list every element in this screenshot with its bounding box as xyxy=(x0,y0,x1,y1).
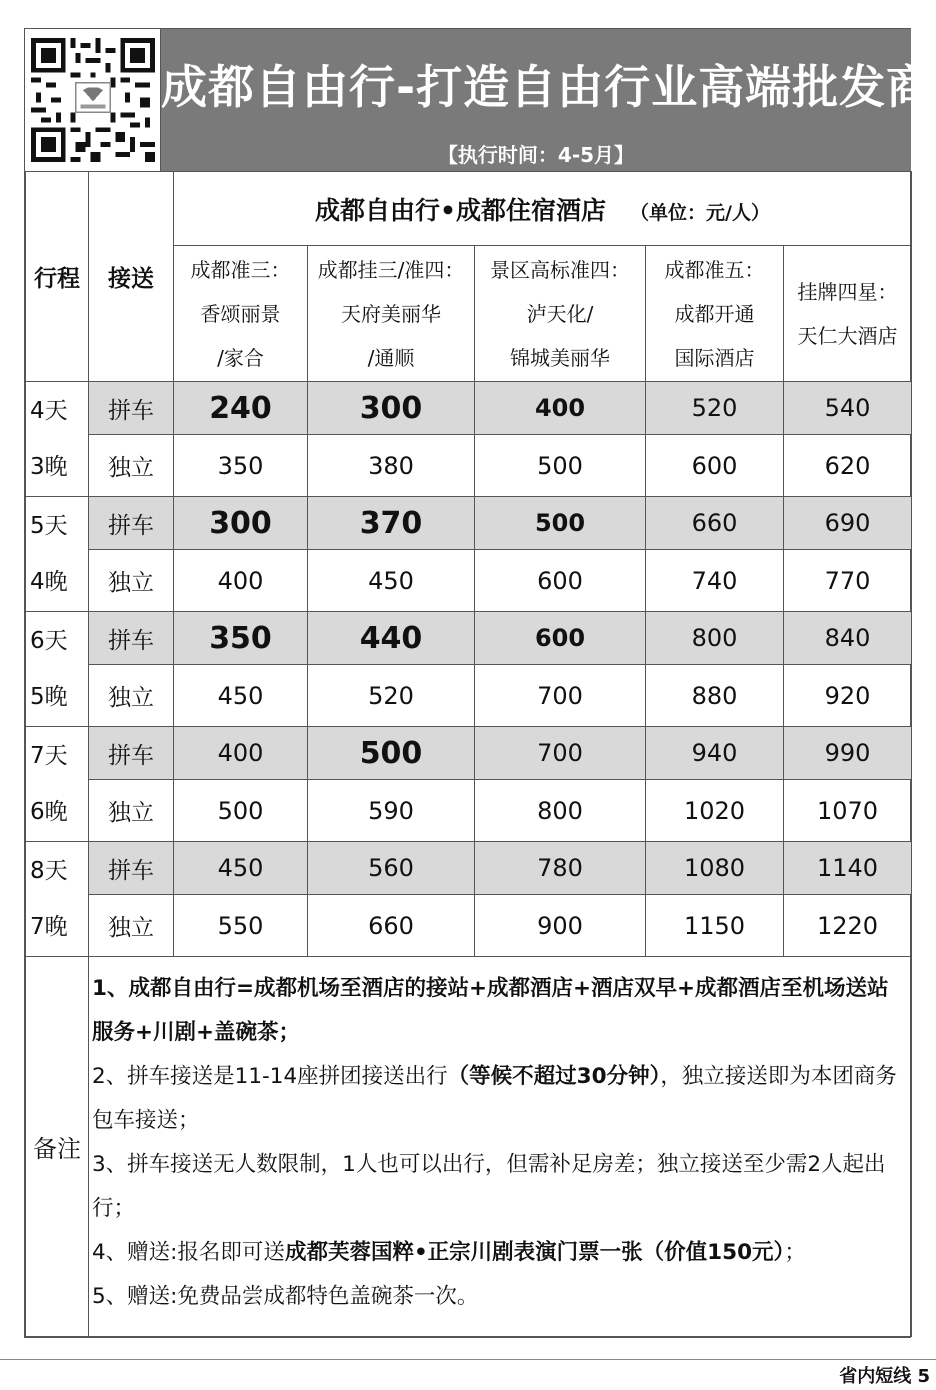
trip-duration: 6天 5晚 xyxy=(26,612,89,727)
price-cell: 700 xyxy=(475,665,646,727)
transfer-type: 独立 xyxy=(89,665,174,727)
price-cell: 500 xyxy=(308,727,475,780)
price-cell: 500 xyxy=(475,497,646,550)
price-cell: 540 xyxy=(784,382,912,435)
price-sheet xyxy=(24,28,934,1338)
trip-duration: 7天 6晚 xyxy=(26,727,89,842)
price-cell: 690 xyxy=(784,497,912,550)
transfer-type: 独立 xyxy=(89,550,174,612)
price-cell: 840 xyxy=(784,612,912,665)
note-4: 4、赠送:报名即可送成都芙蓉国粹•正宗川剧表演门票一张（价值150元）； xyxy=(92,1240,806,1265)
price-cell: 920 xyxy=(784,665,912,727)
price-cell: 600 xyxy=(475,550,646,612)
price-cell: 380 xyxy=(308,435,475,497)
price-cell: 560 xyxy=(308,842,475,895)
transfer-type: 拼车 xyxy=(89,842,174,895)
price-cell: 780 xyxy=(475,842,646,895)
price-cell: 1140 xyxy=(784,842,912,895)
price-cell: 440 xyxy=(308,612,475,665)
qr-code xyxy=(25,29,161,171)
table-row xyxy=(26,435,912,497)
transfer-type: 拼车 xyxy=(89,382,174,435)
table-row xyxy=(26,780,912,842)
page-title: 成都自由行-打造自由行业高端批发商 xyxy=(161,60,934,114)
column-header-trip: 行程 xyxy=(26,172,89,382)
price-table xyxy=(25,171,912,1337)
price-cell: 1070 xyxy=(784,780,912,842)
price-cell: 300 xyxy=(174,497,308,550)
hotel-header-2: 成都挂三/准四： 天府美丽华 /通顺 xyxy=(308,246,475,382)
notes-row xyxy=(26,957,912,1337)
price-cell: 500 xyxy=(475,435,646,497)
trip-duration: 8天 7晚 xyxy=(26,842,89,957)
price-cell: 1150 xyxy=(646,895,784,957)
price-cell: 550 xyxy=(174,895,308,957)
table-row xyxy=(26,497,912,550)
price-cell: 880 xyxy=(646,665,784,727)
price-cell: 770 xyxy=(784,550,912,612)
table-title: 成都自由行•成都住宿酒店 xyxy=(315,195,607,225)
table-row xyxy=(26,665,912,727)
table-row xyxy=(26,727,912,780)
price-cell: 240 xyxy=(174,382,308,435)
validity-period: 【执行时间：4-5月】 xyxy=(437,143,635,167)
note-2: 2、拼车接送是11-14座拼团接送出行（等候不超过30分钟），独立接送即为本团商务包车接送； xyxy=(92,1064,897,1133)
price-cell: 600 xyxy=(475,612,646,665)
price-cell: 940 xyxy=(646,727,784,780)
transfer-type: 独立 xyxy=(89,895,174,957)
hotel-header-1: 成都准三： 香颂丽景 /家合 xyxy=(174,246,308,382)
price-cell: 700 xyxy=(475,727,646,780)
table-row xyxy=(26,550,912,612)
trip-duration: 5天 4晚 xyxy=(26,497,89,612)
table-unit: （单位：元/人） xyxy=(630,201,770,224)
price-cell: 590 xyxy=(308,780,475,842)
notes-content xyxy=(89,957,912,1337)
hotel-header-4: 成都准五： 成都开通 国际酒店 xyxy=(646,246,784,382)
price-cell: 500 xyxy=(174,780,308,842)
table-row xyxy=(26,612,912,665)
table-row xyxy=(26,842,912,895)
price-cell: 400 xyxy=(174,727,308,780)
price-cell: 1080 xyxy=(646,842,784,895)
price-cell: 450 xyxy=(174,842,308,895)
price-cell: 400 xyxy=(174,550,308,612)
price-cell: 450 xyxy=(174,665,308,727)
transfer-type: 独立 xyxy=(89,435,174,497)
price-cell: 1220 xyxy=(784,895,912,957)
footer-divider xyxy=(0,1359,936,1360)
price-cell: 660 xyxy=(308,895,475,957)
price-cell: 520 xyxy=(646,382,784,435)
hotel-header-5: 挂牌四星： 天仁大酒店 xyxy=(784,246,912,382)
notes-label: 备注 xyxy=(26,957,89,1337)
table-row xyxy=(26,895,912,957)
page-footer: 省内短线 5 xyxy=(839,1366,930,1387)
price-cell: 520 xyxy=(308,665,475,727)
column-header-transfer: 接送 xyxy=(89,172,174,382)
transfer-type: 独立 xyxy=(89,780,174,842)
transfer-type: 拼车 xyxy=(89,497,174,550)
price-cell: 370 xyxy=(308,497,475,550)
price-cell: 990 xyxy=(784,727,912,780)
price-cell: 350 xyxy=(174,612,308,665)
header-banner xyxy=(161,29,934,171)
price-cell: 450 xyxy=(308,550,475,612)
note-3: 3、拼车接送无人数限制，1人也可以出行，但需补足房差；独立接送至少需2人起出行； xyxy=(92,1152,886,1221)
transfer-type: 拼车 xyxy=(89,727,174,780)
price-cell: 1020 xyxy=(646,780,784,842)
transfer-type: 拼车 xyxy=(89,612,174,665)
hotel-header-3: 景区高标准四： 泸天化/ 锦城美丽华 xyxy=(475,246,646,382)
price-cell: 800 xyxy=(646,612,784,665)
price-cell: 600 xyxy=(646,435,784,497)
price-cell: 300 xyxy=(308,382,475,435)
qr-code-icon xyxy=(31,38,155,162)
note-1: 1、成都自由行=成都机场至酒店的接站+成都酒店+酒店双早+成都酒店至机场送站服务+川剧+盖碗茶； xyxy=(92,976,889,1045)
price-cell: 900 xyxy=(475,895,646,957)
price-cell: 800 xyxy=(475,780,646,842)
price-cell: 350 xyxy=(174,435,308,497)
note-5: 5、赠送:免费品尝成都特色盖碗茶一次。 xyxy=(92,1284,479,1309)
table-row xyxy=(26,382,912,435)
price-cell: 400 xyxy=(475,382,646,435)
price-cell: 620 xyxy=(784,435,912,497)
price-cell: 660 xyxy=(646,497,784,550)
trip-duration: 4天 3晚 xyxy=(26,382,89,497)
price-cell: 740 xyxy=(646,550,784,612)
table-title-cell xyxy=(174,172,912,246)
